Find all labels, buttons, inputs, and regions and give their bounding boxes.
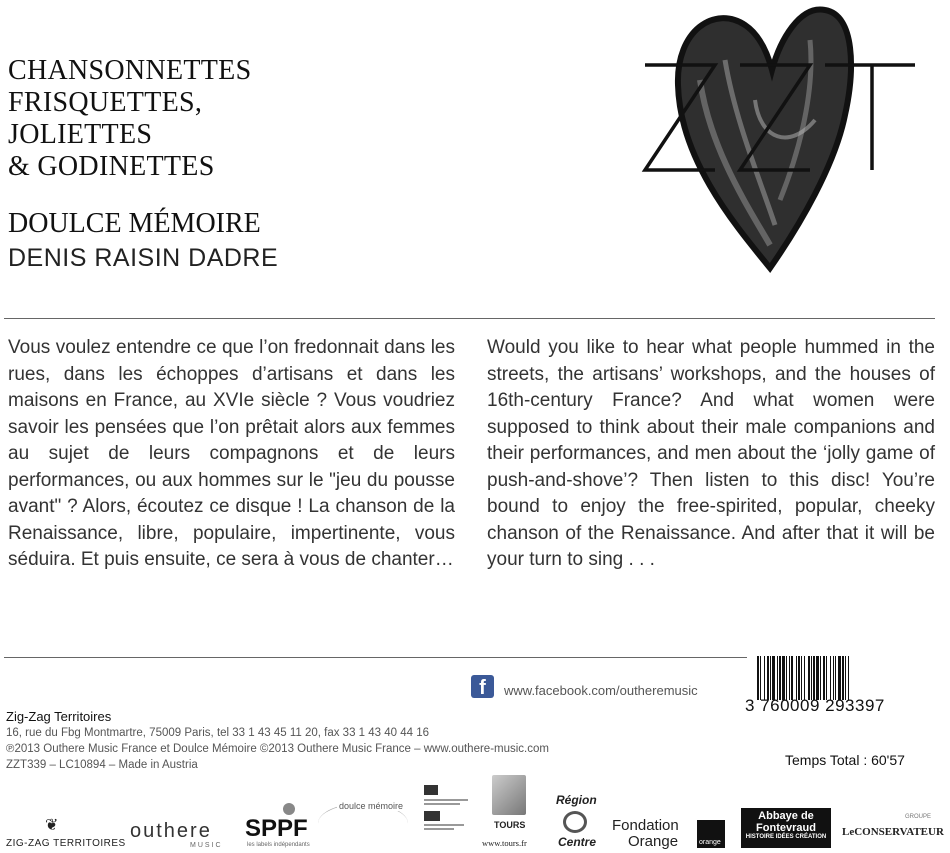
abbaye-line2: Fontevraud [756, 822, 816, 834]
doulce-memoire-logo: doulce mémoire [339, 801, 404, 811]
copyright-line: ℗2013 Outhere Music France et Doulce Mémoire ©2013 Outhere Music France – www.outhere-music.com [6, 743, 549, 755]
title-line: FRISQUETTES, [8, 87, 203, 118]
director-name: DENIS RAISIN DADRE [8, 244, 279, 272]
description-french: Vous voulez entendre ce que l’on fredonnait dans les rues, dans les échoppes d’artisans et dans les maisons en France, au XVIe siècle ? Vous voudriez savoir les pensées que l’on prêtait alors aux femmes au sujet de leurs compagnons et de leurs performances, ou aux hommes sur le "jeu du pousse avant" ? Alors, écoutez ce disque ! La chanson de la Renaissance, libre, populaire, impertinente, vous séduira. Et puis ensuite, ce sera à vous de chanter… [8, 337, 455, 570]
heart-brushstroke-icon [678, 10, 851, 268]
outhere-sub: MUSIC [190, 842, 223, 849]
catalog-line: ZZT339 – LC10894 – Made in Austria [6, 759, 198, 771]
title-line: & GODINETTES [8, 151, 215, 182]
ministere-culture-logo [424, 785, 468, 835]
divider-top [4, 318, 935, 319]
barcode [757, 656, 933, 700]
zigzag-logo-text: ZIG-ZAG TERRITOIRES [6, 838, 126, 849]
tours-url[interactable]: www.tours.fr [482, 838, 527, 848]
fondation-line1: Fondation [612, 817, 679, 834]
region-centre-icon [563, 811, 587, 833]
region-label: Région [556, 793, 597, 807]
le-conservateur-logo: LeCONSERVATEUR [842, 826, 944, 838]
sppf-play-icon [283, 803, 295, 815]
conservateur-sub: GROUPE [905, 814, 932, 820]
zigzag-emblem-icon: ❦ [45, 817, 59, 834]
title-line: CHANSONNETTES [8, 55, 252, 86]
facebook-icon[interactable]: f [471, 675, 494, 698]
sppf-sub: les labels indépendants [247, 842, 310, 848]
zzt-heart-logo [640, 0, 920, 275]
tours-label: TOURS [494, 820, 526, 830]
total-time: Temps Total : 60'57 [785, 752, 905, 768]
fondation-line2: Orange [628, 833, 679, 850]
outhere-logo: outhere [130, 820, 212, 842]
abbaye-line1: Abbaye de [758, 810, 814, 822]
divider-bottom [4, 657, 747, 658]
abbaye-fontevraud-logo [741, 808, 831, 848]
label-address: 16, rue du Fbg Montmartre, 75009 Paris, tel 33 1 43 45 11 20, fax 33 1 43 40 44 16 [6, 727, 430, 739]
description-english: Would you like to hear what people hummed in the streets, the artisans’ workshops, and the houses of 16th-century France? And what women were supposed to think about their male companions and their performances, and men about the ‘jolly game of push-and-shove’? Then listen to this disc! You’re bound to enjoy the free-spirited, popular, cheeky chanson of the Renaissance. And after that it will be your turn to sing . . . [487, 337, 935, 570]
title-line: JOLIETTES [8, 119, 153, 150]
label-name: Zig-Zag Territoires [6, 709, 112, 724]
tours-emblem-icon [492, 775, 526, 815]
sppf-logo: SPPF [245, 815, 308, 842]
fondation-orange-logo [612, 818, 679, 850]
facebook-url[interactable]: www.facebook.com/outheremusic [504, 683, 698, 698]
barcode-number: 3 760009 293397 [745, 696, 885, 715]
abbaye-line3: HISTOIRE IDÉES CRÉATION [745, 834, 827, 840]
album-title [8, 55, 251, 183]
ensemble-name: DOULCE MÉMOIRE [8, 208, 261, 239]
orange-logo: orange [697, 820, 725, 848]
centre-label: Centre [558, 835, 597, 849]
